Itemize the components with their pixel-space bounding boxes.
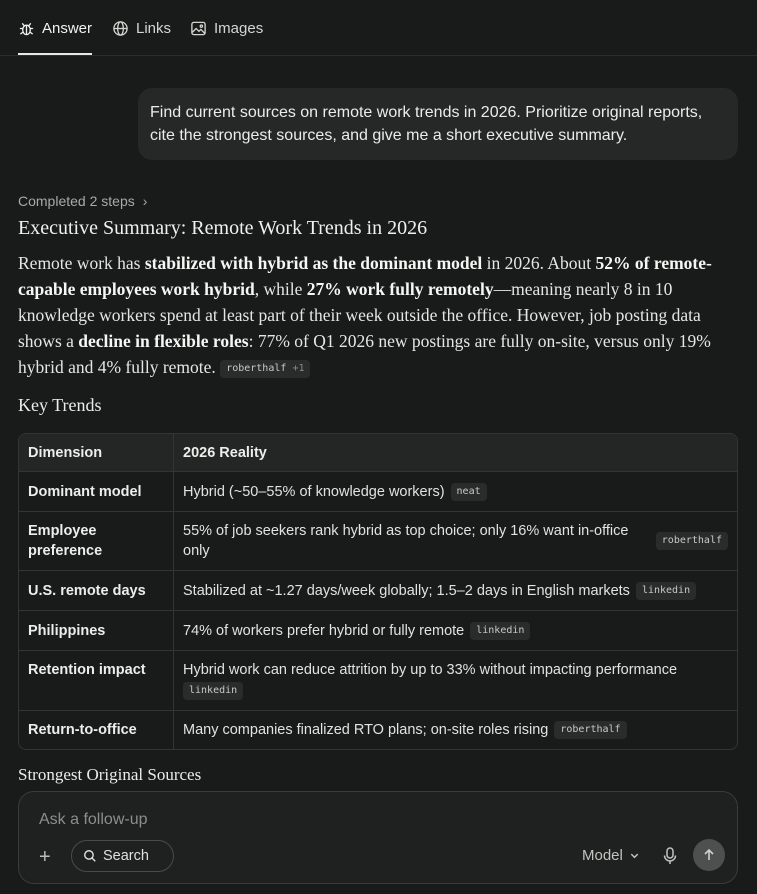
table-row — [19, 650, 737, 710]
table-cell-dimension: Return-to-office — [19, 711, 174, 749]
arrow-up-icon — [702, 848, 716, 862]
summary-text: Remote work has — [18, 253, 145, 273]
table-row — [19, 570, 737, 610]
table-cell-reality — [174, 611, 737, 650]
executive-summary-paragraph — [18, 250, 740, 380]
table-header-cell: Dimension — [19, 434, 174, 471]
table-cell-dimension: Retention impact — [19, 651, 174, 710]
citation-chip[interactable]: neat — [451, 483, 487, 501]
citation-chip[interactable]: linkedin — [183, 682, 243, 700]
image-icon — [190, 20, 207, 37]
table-cell-reality — [174, 711, 737, 749]
table-cell-reality — [174, 512, 737, 570]
chevron-right-icon: › — [142, 193, 148, 209]
reality-text: Hybrid (~50–55% of knowledge workers) — [183, 483, 445, 500]
table-cell-reality — [174, 472, 737, 511]
table-row — [19, 471, 737, 511]
key-trends-table — [18, 433, 738, 750]
model-selector[interactable] — [582, 847, 640, 864]
user-message-bubble: Find current sources on remote work trends in 2026. Prioritize original reports, cite the strongest sources, and give me a short executive summary. — [138, 88, 738, 160]
table-row — [19, 610, 737, 650]
tab-images[interactable] — [190, 0, 263, 56]
table-cell-reality — [174, 651, 737, 710]
model-selector-label: Model — [582, 847, 623, 864]
tab-images-label: Images — [214, 19, 264, 37]
summary-text: : 77% of Q1 2026 new postings are fully on-site, versus only 19% hybrid and 4% fully remote. — [18, 331, 711, 377]
reality-text: 74% of workers prefer hybrid or fully remote — [183, 622, 465, 639]
summary-bold: decline in flexible roles — [78, 331, 249, 351]
summary-text: , while — [254, 279, 307, 299]
table-cell-dimension: U.S. remote days — [19, 571, 174, 610]
citation-chip[interactable]: roberthalf — [656, 532, 728, 550]
search-mode-button[interactable] — [71, 840, 174, 872]
globe-icon — [112, 20, 129, 37]
citation-more-count: +1 — [292, 363, 305, 374]
summary-bold: 52% of remote-capable employees work hybrid — [18, 253, 712, 299]
answer-title: Executive Summary: Remote Work Trends in 2026 — [18, 217, 428, 239]
follow-up-composer — [18, 791, 738, 884]
tab-answer[interactable] — [18, 0, 92, 56]
citation-chip[interactable] — [220, 360, 310, 378]
table-cell-dimension: Dominant model — [19, 472, 174, 511]
table-header-cell: 2026 Reality — [183, 444, 267, 461]
tab-answer-label: Answer — [42, 19, 93, 37]
table-row — [19, 710, 737, 749]
tab-links[interactable] — [112, 0, 171, 56]
reality-text: Many companies finalized RTO plans; on-site roles rising — [183, 722, 549, 738]
summary-bold: 27% work fully remotely — [306, 279, 494, 299]
reality-text: Stabilized at ~1.27 days/week globally; 1.5–2 days in English markets — [183, 582, 630, 599]
follow-up-input[interactable]: Ask a follow-up — [39, 811, 148, 828]
table-row — [19, 511, 737, 570]
key-trends-heading: Key Trends — [18, 395, 102, 415]
citation-source: roberthalf — [226, 363, 287, 374]
summary-text: in 2026. About — [482, 253, 596, 273]
reality-text: Hybrid work can reduce attrition by up to 33% without impacting performance — [183, 662, 678, 678]
citation-chip[interactable]: roberthalf — [554, 721, 626, 739]
search-mode-label: Search — [103, 848, 149, 864]
completed-steps-toggle[interactable] — [18, 193, 147, 209]
reality-text: 55% of job seekers rank hybrid as top choice; only 16% want in-office only — [183, 523, 629, 559]
chevron-down-icon — [629, 850, 640, 861]
table-header-row — [19, 434, 737, 471]
table-cell-dimension: Employee preference — [19, 512, 174, 570]
answer-bug-icon — [18, 20, 35, 37]
table-cell-reality — [174, 571, 737, 610]
send-button[interactable] — [693, 839, 725, 871]
summary-text: —meaning nearly 8 in 10 knowledge workers spend at least part of their week outside the office. However, job posting data shows a — [18, 279, 701, 351]
active-tab-indicator — [18, 53, 92, 55]
search-icon — [83, 849, 97, 863]
plus-icon[interactable]: + — [39, 846, 51, 868]
table-cell-dimension: Philippines — [19, 611, 174, 650]
microphone-icon[interactable] — [661, 846, 679, 866]
citation-chip[interactable]: linkedin — [470, 622, 530, 640]
citation-chip[interactable]: linkedin — [636, 582, 696, 600]
completed-steps-label: Completed 2 steps — [18, 193, 135, 209]
strongest-sources-heading: Strongest Original Sources — [18, 765, 202, 784]
tab-bar — [0, 0, 757, 56]
summary-bold: stabilized with hybrid as the dominant model — [144, 253, 483, 273]
tab-links-label: Links — [136, 19, 172, 37]
